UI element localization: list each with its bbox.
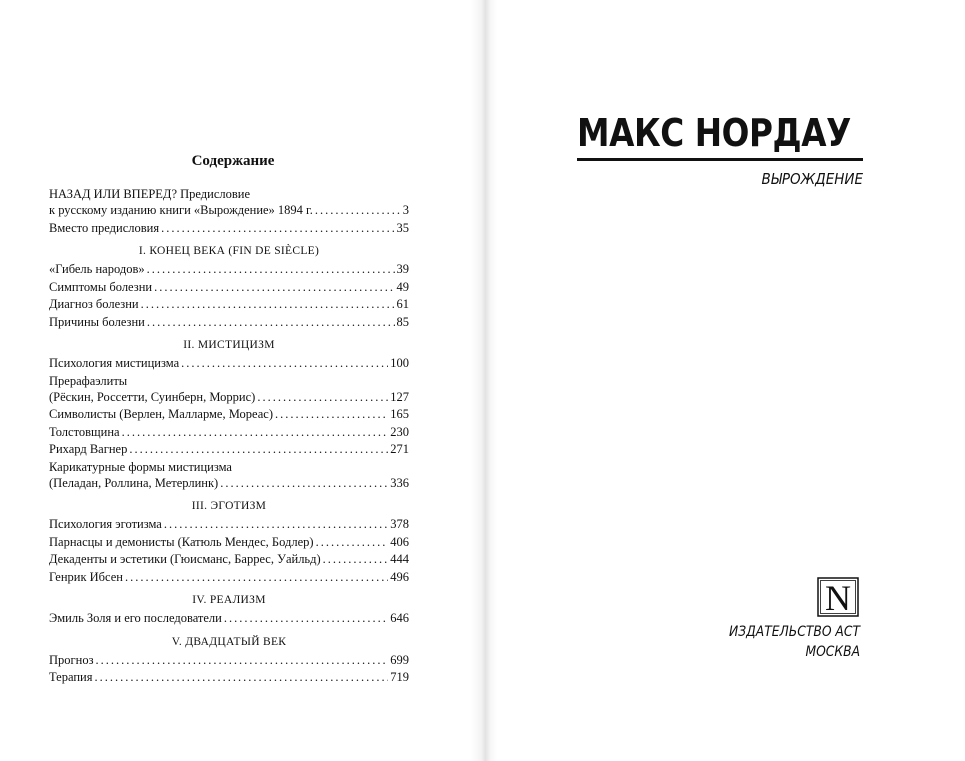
toc-entry-title: Декаденты и эстетики (Гюисманс, Баррес, Уайльд) — [49, 552, 321, 566]
toc-entry-title: Психология мистицизма — [49, 356, 180, 370]
publisher-city: МОСКВА — [805, 644, 860, 660]
toc-entry-title: Вместо предисловия — [49, 220, 160, 235]
publisher-logo-icon — [817, 577, 859, 617]
toc-entry-page: 336 — [390, 475, 409, 490]
book-title: ВЫРОЖДЕНИЕ — [761, 170, 863, 188]
toc-part-heading: III. ЭГОТИЗМ — [191, 500, 267, 512]
toc-entry-page: 49 — [396, 279, 409, 294]
toc-entry — [49, 314, 409, 332]
toc-entry-title: Диагноз болезни — [49, 297, 139, 311]
toc-entry-title: Рихард Вагнер — [49, 442, 128, 456]
toc-entry-title: Терапия — [49, 670, 93, 684]
toc-entry-page: 496 — [390, 569, 409, 584]
toc-entry-title: Толстовщина — [49, 424, 120, 439]
toc-entry — [49, 355, 409, 373]
toc-preface-line1: НАЗАД ИЛИ ВПЕРЕД? Предисловие — [49, 187, 251, 201]
toc-entry — [49, 279, 409, 297]
toc-leader-dots — [94, 669, 388, 687]
toc-entry-page: 699 — [390, 652, 409, 667]
toc-entry-page: 230 — [390, 424, 409, 439]
publisher-logo-letter: N — [825, 578, 851, 617]
toc-entry-title: Генрик Ибсен — [49, 569, 123, 584]
toc-entry-title: Симптомы болезни — [49, 279, 153, 294]
toc-leader-dots — [164, 516, 388, 534]
toc-leader-dots — [323, 551, 389, 569]
toc-leader-dots — [154, 279, 394, 297]
toc-leader-dots — [96, 652, 389, 670]
toc-entry — [49, 406, 409, 424]
toc-entry — [49, 516, 409, 534]
toc-entry — [49, 202, 409, 220]
toc-entry-page: 444 — [390, 552, 409, 566]
toc-entry — [49, 441, 409, 459]
author-name: МАКС НОРДАУ — [577, 111, 851, 155]
toc-entry-title: Символисты (Верлен, Малларме, Мореас) — [49, 407, 273, 421]
toc-entry — [49, 669, 409, 687]
toc-entry-title-line1: Прерафаэлиты — [49, 373, 128, 388]
toc-leader-dots — [181, 355, 388, 373]
toc-leader-dots — [161, 220, 394, 238]
toc-leader-dots — [147, 314, 395, 332]
publisher-logo-svg — [817, 577, 859, 617]
toc-entry — [49, 424, 409, 442]
toc-entry-page: 3 — [402, 203, 409, 217]
toc-leader-dots — [275, 406, 388, 424]
toc-leader-dots — [122, 424, 389, 442]
toc-leader-dots — [147, 261, 395, 279]
toc-entry-page: 85 — [396, 314, 409, 329]
toc-leader-dots — [224, 610, 388, 628]
toc-entry-page: 39 — [396, 262, 409, 276]
toc-entry-page: 406 — [390, 534, 409, 549]
toc-entry-title: к русскому изданию книги «Вырождение» 1894 г. — [49, 203, 313, 217]
toc-entry-title: Парнасцы и демонисты (Катюль Мендес, Бодлер) — [49, 534, 314, 549]
toc-entry-title: Психология эготизма — [49, 517, 162, 531]
toc-leader-dots — [257, 389, 388, 407]
toc-leader-dots — [220, 475, 388, 493]
publisher-block — [719, 622, 860, 662]
toc-leader-dots — [316, 534, 389, 552]
toc-entry — [49, 475, 409, 493]
toc-entry-page: 100 — [390, 356, 409, 370]
toc-leader-dots — [125, 569, 388, 587]
toc-entry — [49, 551, 409, 569]
toc-entry — [49, 296, 409, 314]
toc-entry — [49, 261, 409, 279]
toc-entry-title: «Гибель народов» — [49, 262, 145, 276]
toc-entry-page: 61 — [396, 297, 409, 311]
toc-entry-page: 646 — [390, 611, 409, 625]
toc-entry — [49, 534, 409, 552]
toc-entry — [49, 220, 409, 238]
title-rule — [577, 158, 863, 161]
toc-entry-page: 378 — [390, 517, 409, 531]
book-gutter — [471, 0, 497, 761]
toc-entry-title-line1: Карикатурные формы мистицизма — [49, 459, 232, 474]
toc-part-heading: II. МИСТИЦИЗМ — [183, 339, 275, 351]
toc-leader-dots — [129, 441, 388, 459]
toc-part-heading: I. КОНЕЦ ВЕКА (FIN DE SIÈCLE) — [138, 245, 320, 257]
publisher-name: ИЗДАТЕЛЬСТВО АСТ — [729, 624, 860, 640]
table-of-contents — [49, 150, 409, 687]
toc-entry — [49, 652, 409, 670]
toc-entry-page: 35 — [396, 220, 409, 235]
toc-part-heading: IV. РЕАЛИЗМ — [192, 594, 266, 606]
toc-part-heading: V. ДВАДЦАТЫЙ ВЕК — [171, 635, 287, 648]
toc-entry-title: Причины болезни — [49, 314, 145, 329]
toc-entry — [49, 569, 409, 587]
toc-entry-title: Эмиль Золя и его последователи — [49, 611, 222, 625]
toc-entry-page: 127 — [390, 389, 409, 404]
toc-entry — [49, 389, 409, 407]
toc-entry — [49, 610, 409, 628]
toc-entry-title: (Пеладан, Роллина, Метерлинк) — [49, 475, 219, 490]
toc-leader-dots — [315, 202, 401, 220]
toc-leader-dots — [141, 296, 395, 314]
toc-entry-page: 271 — [390, 442, 409, 456]
toc-entry-title: Прогноз — [49, 652, 94, 667]
toc-title: Содержание — [191, 153, 275, 169]
toc-entry-page: 165 — [390, 407, 409, 421]
toc-entry-title: (Рёскин, Россетти, Суинберн, Моррис) — [49, 389, 256, 404]
toc-entry-page: 719 — [390, 670, 409, 684]
